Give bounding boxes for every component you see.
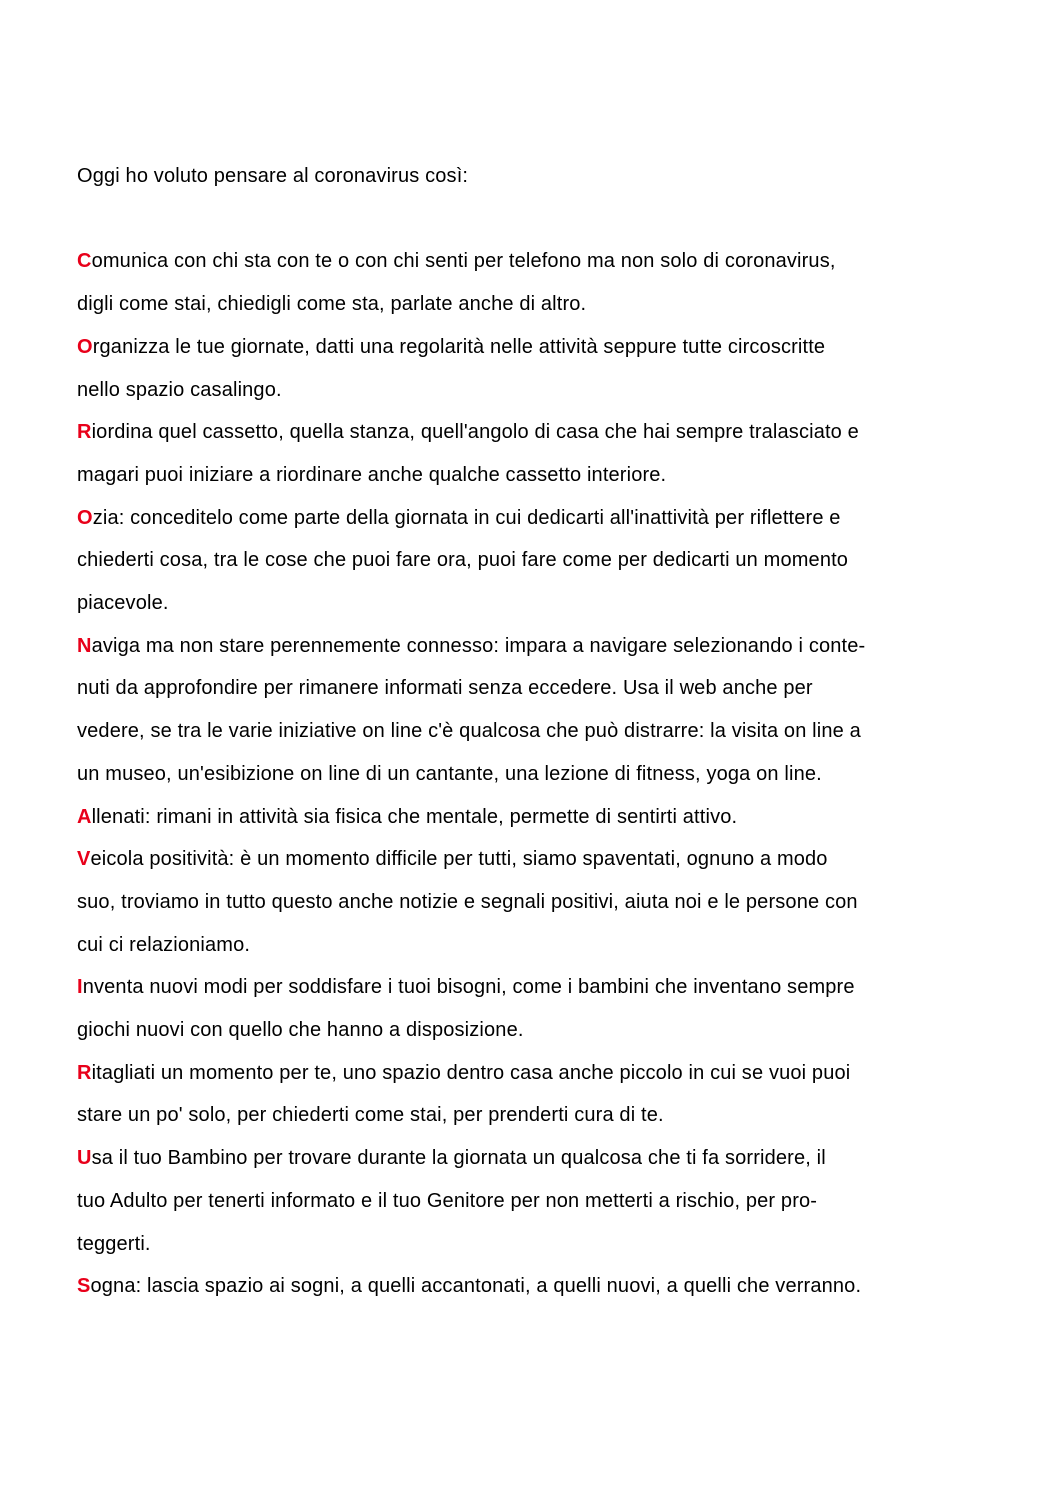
acrostic-entry: [77, 1052, 989, 1137]
entry-text-line: itagliati un momento per te, uno spazio dentro casa anche piccolo in cui se vuoi puoi: [91, 1061, 851, 1084]
acrostic-entry: [77, 625, 989, 796]
acrostic-initial: V: [77, 848, 91, 871]
entry-text-line: zia: conceditelo come parte della giornata in cui dedicarti all'inattività per riflettere e: [92, 506, 841, 529]
entry-text-line: eicola positività: è un momento difficile per tutti, siamo spaventati, ognuno a modo: [90, 848, 828, 871]
acrostic-initial: R: [77, 1061, 92, 1084]
entry-text-line: chiederti cosa, tra le cose che puoi fare ora, puoi fare come per dedicarti un momento: [77, 549, 849, 572]
acrostic-initial: O: [77, 335, 93, 358]
document-body: [77, 155, 989, 1308]
entry-text-line: un museo, un'esibizione on line di un cantante, una lezione di fitness, yoga on line.: [77, 762, 822, 785]
entry-text-line: cui ci relazioniamo.: [77, 933, 251, 956]
entry-text-line: teggerti.: [77, 1232, 151, 1255]
entry-text-line: ogna: lascia spazio ai sogni, a quelli accantonati, a quelli nuovi, a quelli che verranno.: [90, 1275, 862, 1298]
acrostic-initial: S: [77, 1275, 91, 1298]
acrostic-initial: U: [77, 1147, 92, 1170]
acrostic-entry: [77, 966, 989, 1051]
entry-text-line: rganizza le tue giornate, datti una regolarità nelle attività seppure tutte circoscritte: [92, 335, 826, 358]
acrostic-entry: [77, 411, 989, 496]
entry-text-line: omunica con chi sta con te o con chi senti per telefono ma non solo di coronavirus,: [91, 250, 836, 273]
acrostic-initial: C: [77, 250, 92, 273]
entry-text-line: aviga ma non stare perennemente connesso: impara a navigare selezionando i conte-: [91, 634, 866, 657]
entry-text-line: tuo Adulto per tenerti informato e il tuo Genitore per non metterti a rischio, per pro-: [77, 1189, 818, 1212]
entry-text-line: nventa nuovi modi per soddisfare i tuoi bisogni, come i bambini che inventano sempre: [82, 976, 855, 999]
acrostic-entry: [77, 240, 989, 325]
entry-text-line: magari puoi iniziare a riordinare anche qualche cassetto interiore.: [77, 463, 667, 486]
acrostic-entry: [77, 1137, 989, 1265]
acrostic-entry: [77, 796, 989, 839]
acrostic-initial: N: [77, 634, 92, 657]
entry-text-line: nello spazio casalingo.: [77, 378, 282, 401]
entry-text-line: digli come stai, chiedigli come sta, parlate anche di altro.: [77, 293, 587, 316]
entry-text-line: suo, troviamo in tutto questo anche notizie e segnali positivi, aiuta noi e le persone con: [77, 890, 858, 913]
acrostic-entry: [77, 326, 989, 411]
entry-text-line: llenati: rimani in attività sia fisica che mentale, permette di sentirti attivo.: [91, 805, 738, 828]
entry-text-line: stare un po' solo, per chiederti come stai, per prenderti cura di te.: [77, 1104, 664, 1127]
acrostic-list: [77, 240, 989, 1308]
entry-text-line: giochi nuovi con quello che hanno a disposizione.: [77, 1019, 524, 1042]
entry-text-line: piacevole.: [77, 592, 169, 615]
acrostic-initial: O: [77, 506, 93, 529]
acrostic-initial: I: [77, 976, 83, 999]
acrostic-initial: A: [77, 805, 92, 828]
acrostic-initial: R: [77, 421, 92, 444]
entry-text-line: nuti da approfondire per rimanere informati senza eccedere. Usa il web anche per: [77, 677, 813, 700]
intro-line: Oggi ho voluto pensare al coronavirus così:: [77, 165, 469, 187]
entry-text-line: vedere, se tra le varie iniziative on line c'è qualcosa che può distrarre: la visita on line a: [77, 720, 861, 743]
entry-text-line: iordina quel cassetto, quella stanza, quell'angolo di casa che hai sempre tralasciato e: [91, 421, 859, 444]
acrostic-entry: [77, 1265, 989, 1308]
entry-text-line: sa il tuo Bambino per trovare durante la giornata un qualcosa che ti fa sorridere, il: [91, 1147, 826, 1170]
acrostic-entry: [77, 838, 989, 966]
acrostic-entry: [77, 497, 989, 625]
